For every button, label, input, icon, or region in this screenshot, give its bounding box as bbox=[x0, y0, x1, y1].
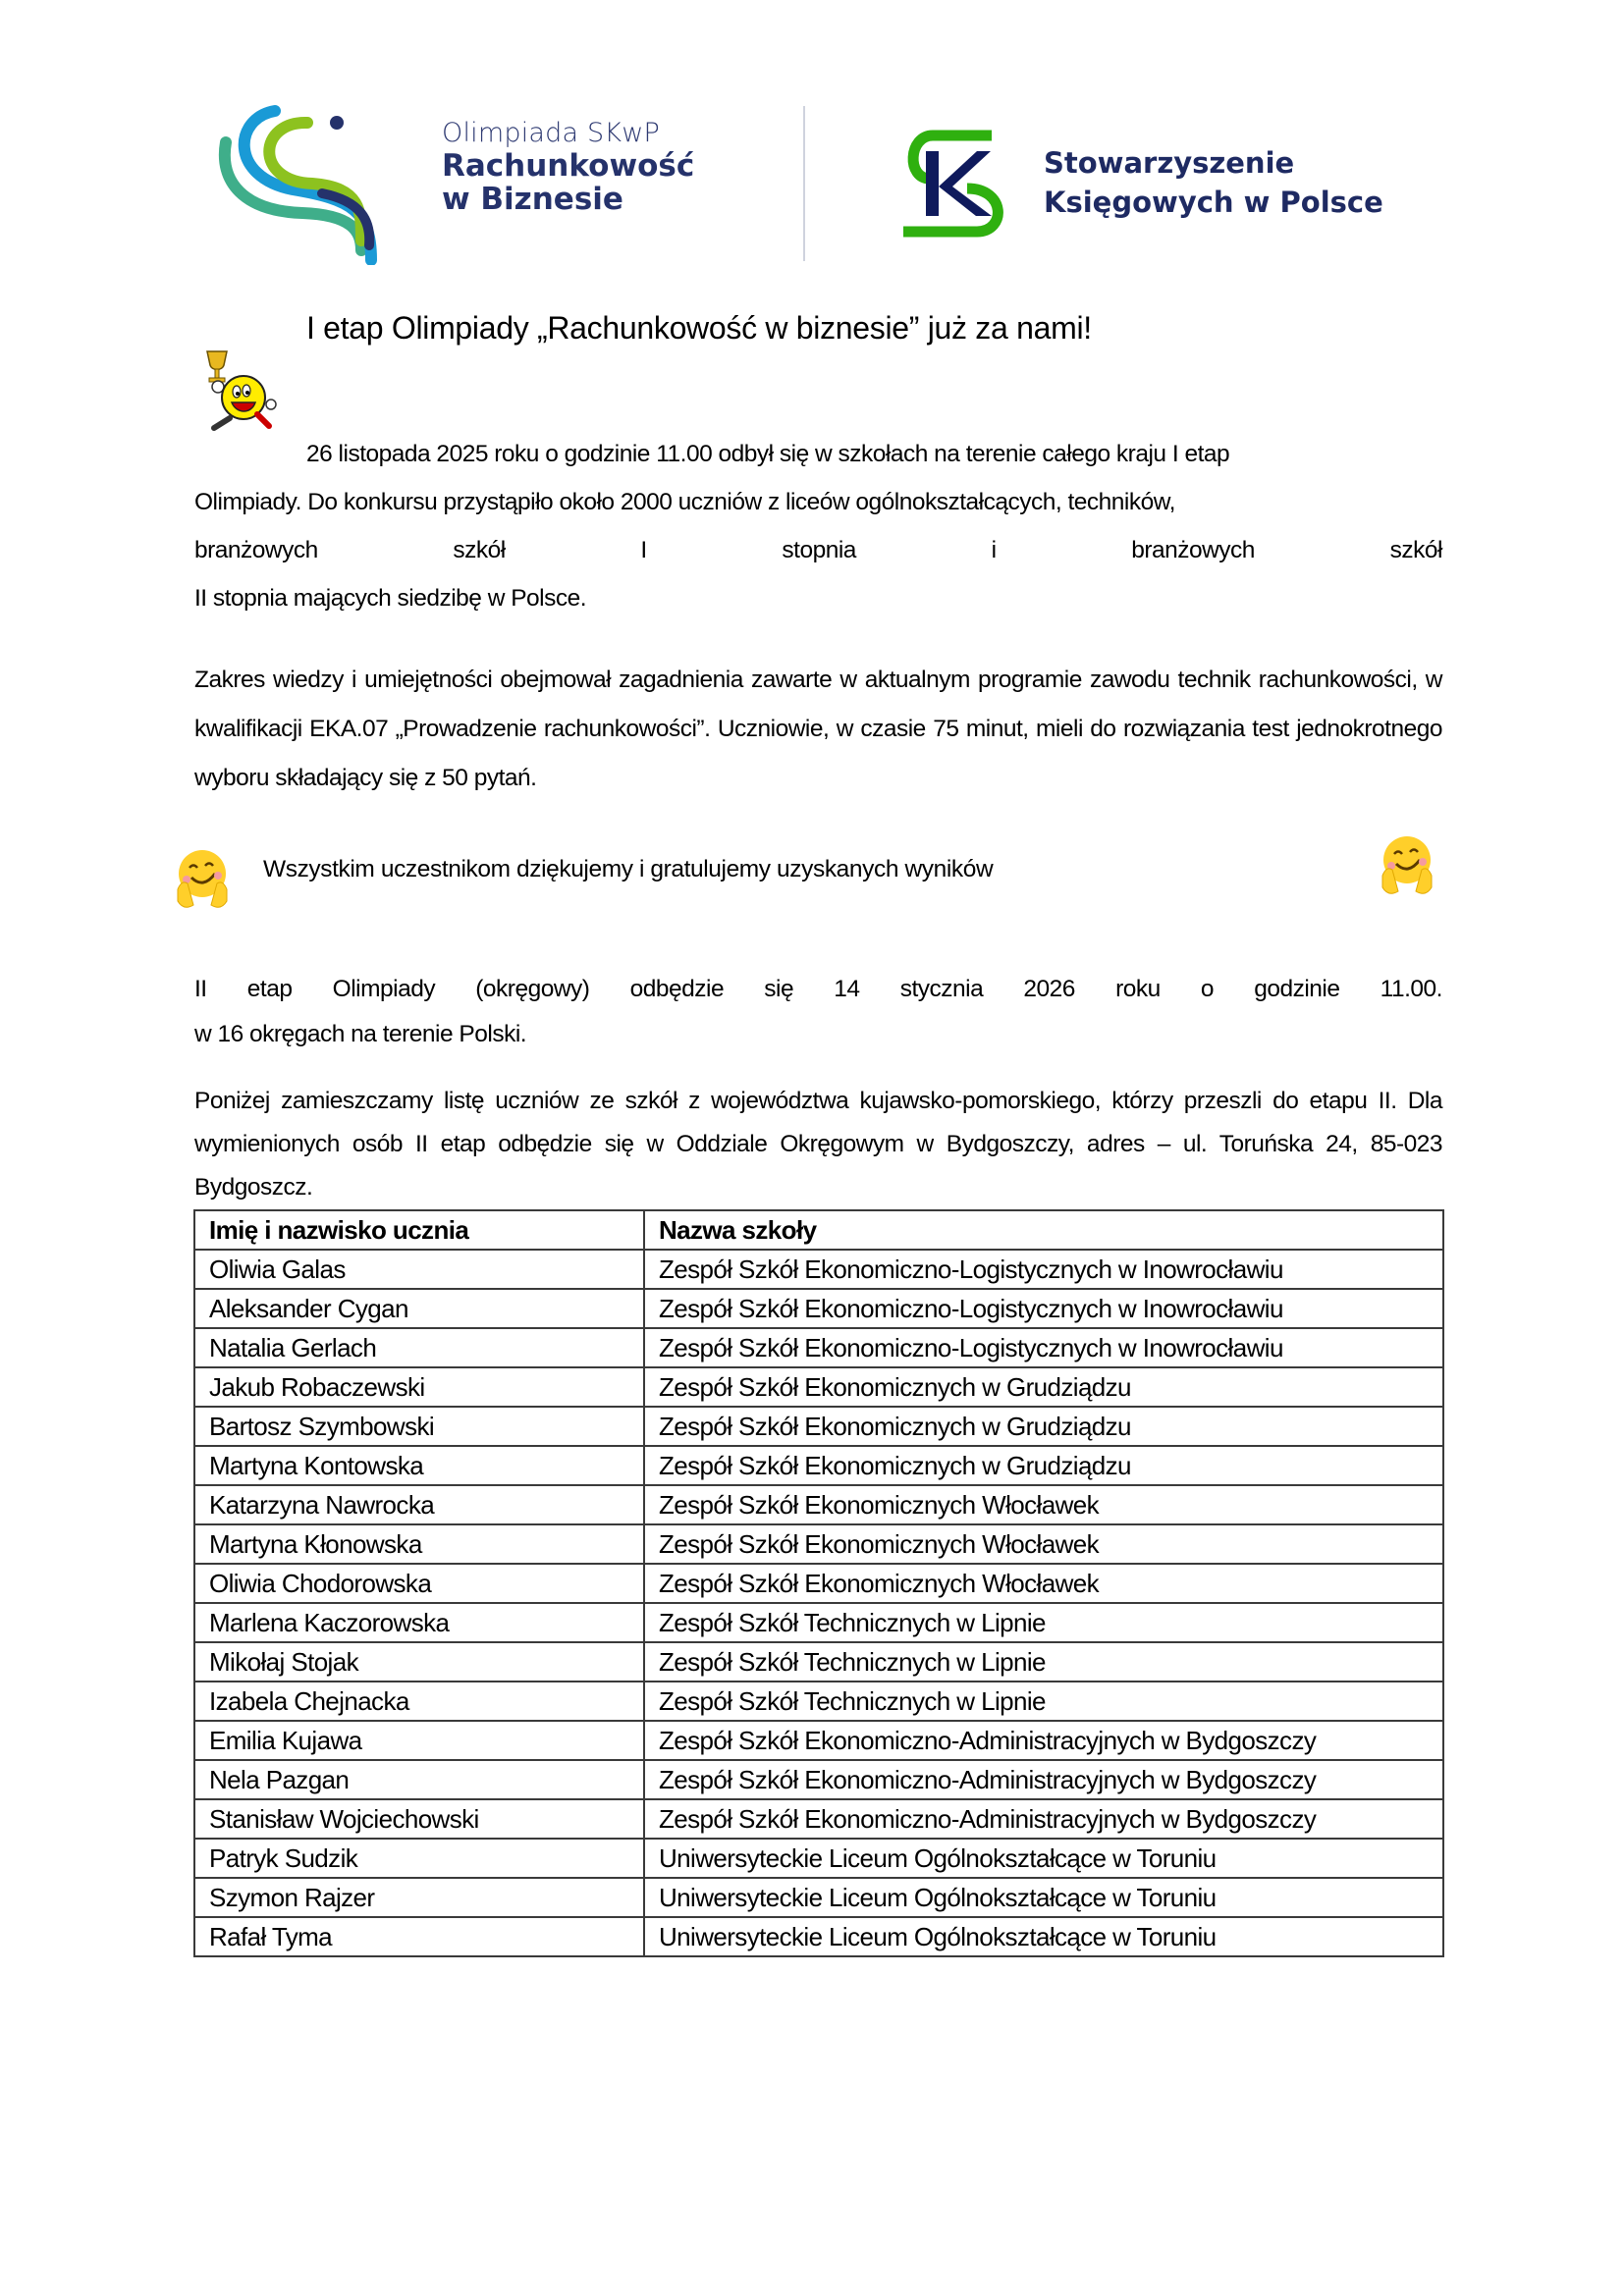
word: stycznia bbox=[899, 976, 984, 1002]
word: szkół bbox=[453, 537, 506, 563]
thanks-message: Wszystkim uczestnikom dziękujemy i gratulujemy uzyskanych wyników bbox=[263, 856, 994, 882]
hugging-face-emoji-icon bbox=[1377, 832, 1437, 897]
table-row bbox=[194, 1250, 1443, 1289]
school-name-cell: Zespół Szkół Ekonomicznych Włocławek bbox=[644, 1485, 1443, 1524]
table-row bbox=[194, 1878, 1443, 1917]
school-name-cell: Zespół Szkół Ekonomiczno-Logistycznych w Inowrocławiu bbox=[644, 1289, 1443, 1328]
word: i bbox=[991, 537, 997, 563]
student-name-cell: Oliwia Galas bbox=[194, 1250, 644, 1289]
word: (okręgowy) bbox=[475, 976, 590, 1002]
word: branżowych bbox=[1131, 537, 1255, 563]
table-row bbox=[194, 1799, 1443, 1839]
school-name-cell: Zespół Szkół Technicznych w Lipnie bbox=[644, 1603, 1443, 1642]
student-name-cell: Natalia Gerlach bbox=[194, 1328, 644, 1367]
word: etap bbox=[246, 976, 293, 1002]
skwp-logo-text bbox=[1044, 143, 1383, 222]
page-title: I etap Olimpiady „Rachunkowość w biznesie” już za nami! bbox=[306, 310, 1092, 346]
intro-line-1: 26 listopada 2025 roku o godzinie 11.00 odbył się w szkołach na terenie całego kraju I etap bbox=[306, 441, 1230, 467]
table-row bbox=[194, 1289, 1443, 1328]
table-row bbox=[194, 1407, 1443, 1446]
table-row bbox=[194, 1446, 1443, 1485]
student-name-cell: Oliwia Chodorowska bbox=[194, 1564, 644, 1603]
word: się bbox=[764, 976, 794, 1002]
stage2-paragraph bbox=[194, 967, 1442, 1057]
student-name-cell: Bartosz Szymbowski bbox=[194, 1407, 644, 1446]
table-body bbox=[194, 1250, 1443, 1956]
school-name-cell: Uniwersyteckie Liceum Ogólnokształcące w Toruniu bbox=[644, 1878, 1443, 1917]
student-name-cell: Patryk Sudzik bbox=[194, 1839, 644, 1878]
word: 11.00. bbox=[1380, 976, 1442, 1002]
word: branżowych bbox=[194, 537, 318, 563]
logo-line-1: Stowarzyszenie bbox=[1044, 146, 1295, 180]
table-row bbox=[194, 1564, 1443, 1603]
table-row bbox=[194, 1839, 1443, 1878]
table-row bbox=[194, 1485, 1443, 1524]
school-name-cell: Zespół Szkół Ekonomiczno-Administracyjnych w Bydgoszczy bbox=[644, 1721, 1443, 1760]
olimpiada-logo-icon bbox=[214, 103, 401, 265]
table-header-row bbox=[194, 1210, 1443, 1250]
word: II bbox=[194, 976, 207, 1002]
school-name-cell: Zespół Szkół Ekonomiczno-Logistycznych w Inowrocławiu bbox=[644, 1250, 1443, 1289]
student-name-cell: Stanisław Wojciechowski bbox=[194, 1799, 644, 1839]
student-name-cell: Rafał Tyma bbox=[194, 1917, 644, 1956]
school-name-cell: Zespół Szkół Ekonomicznych w Grudziądzu bbox=[644, 1367, 1443, 1407]
student-name-cell: Nela Pazgan bbox=[194, 1760, 644, 1799]
logo-line-2: Księgowych w Polsce bbox=[1044, 186, 1383, 219]
word: Olimpiady bbox=[332, 976, 436, 1002]
table-row bbox=[194, 1721, 1443, 1760]
student-name-cell: Marlena Kaczorowska bbox=[194, 1603, 644, 1642]
table-row bbox=[194, 1760, 1443, 1799]
intro-line-3 bbox=[194, 526, 1442, 574]
scope-paragraph: Zakres wiedzy i umiejętności obejmował zagadnienia zawarte w aktualnym programie zawodu technik rachunkowości, w kwalifikacji EKA.07 „Prowadzenie rachunkowości”. Uczniowie, w czasie 75 minut, mieli do rozwiązania test jednokrotnego wyboru składający się z 50 pytań. bbox=[194, 667, 1442, 791]
intro-paragraph bbox=[194, 430, 1442, 622]
skwp-logo-icon bbox=[898, 130, 1016, 238]
word: godzinie bbox=[1254, 976, 1340, 1002]
school-name-cell: Zespół Szkół Ekonomicznych w Grudziądzu bbox=[644, 1407, 1443, 1446]
word: 2026 bbox=[1023, 976, 1075, 1002]
student-name-cell: Martyna Kontowska bbox=[194, 1446, 644, 1485]
student-name-cell: Jakub Robaczewski bbox=[194, 1367, 644, 1407]
word: odbędzie bbox=[629, 976, 725, 1002]
stage2-line-2: w 16 okręgach na terenie Polski. bbox=[194, 1021, 527, 1047]
school-name-cell: Zespół Szkół Ekonomicznych Włocławek bbox=[644, 1524, 1443, 1564]
table-row bbox=[194, 1367, 1443, 1407]
qualified-students-table bbox=[193, 1209, 1444, 1957]
school-name-cell: Zespół Szkół Technicznych w Lipnie bbox=[644, 1642, 1443, 1682]
school-name-cell: Zespół Szkół Ekonomicznych Włocławek bbox=[644, 1564, 1443, 1603]
word: stopnia bbox=[782, 537, 856, 563]
school-name-cell: Zespół Szkół Ekonomicznych w Grudziądzu bbox=[644, 1446, 1443, 1485]
running-smiley-with-trophy-icon bbox=[192, 344, 291, 437]
table-row bbox=[194, 1328, 1443, 1367]
school-name-cell: Zespół Szkół Ekonomiczno-Logistycznych w Inowrocławiu bbox=[644, 1328, 1443, 1367]
intro-line-2: Olimpiady. Do konkursu przystąpiło około 2000 uczniów z liceów ogólnokształcących, techników, bbox=[194, 489, 1175, 515]
word: 14 bbox=[834, 976, 860, 1002]
list-intro-paragraph: Poniżej zamieszczamy listę uczniów ze szkół z województwa kujawsko-pomorskiego, którzy przeszli do etapu II. Dla wymienionych osób II etap odbędzie się w Oddziale Okręgowym w Bydgoszczy, adres – ul. Toruńska 24, 85-023 Bydgoszcz. bbox=[194, 1088, 1442, 1201]
word: szkół bbox=[1389, 537, 1442, 563]
table-row bbox=[194, 1917, 1443, 1956]
school-name-cell: Uniwersyteckie Liceum Ogólnokształcące w Toruniu bbox=[644, 1839, 1443, 1878]
school-name-cell: Zespół Szkół Ekonomiczno-Administracyjnych w Bydgoszczy bbox=[644, 1799, 1443, 1839]
school-name-cell: Uniwersyteckie Liceum Ogólnokształcące w Toruniu bbox=[644, 1917, 1443, 1956]
logo-line-3: w Biznesie bbox=[442, 182, 623, 217]
word: o bbox=[1200, 976, 1215, 1002]
student-name-cell: Mikołaj Stojak bbox=[194, 1642, 644, 1682]
student-name-cell: Emilia Kujawa bbox=[194, 1721, 644, 1760]
school-name-cell: Zespół Szkół Ekonomiczno-Administracyjnych w Bydgoszczy bbox=[644, 1760, 1443, 1799]
table-row bbox=[194, 1642, 1443, 1682]
intro-line-4: II stopnia mających siedzibę w Polsce. bbox=[194, 585, 587, 612]
hugging-face-emoji-icon bbox=[172, 846, 233, 911]
student-name-cell: Szymon Rajzer bbox=[194, 1878, 644, 1917]
logo-line-2: Rachunkowość bbox=[442, 148, 695, 184]
column-header-student-name: Imię i nazwisko ucznia bbox=[194, 1210, 644, 1250]
logo-line-1: Olimpiada SKwP bbox=[442, 118, 661, 148]
student-name-cell: Aleksander Cygan bbox=[194, 1289, 644, 1328]
olimpiada-logo-text bbox=[442, 118, 694, 216]
student-name-cell: Izabela Chejnacka bbox=[194, 1682, 644, 1721]
table-row bbox=[194, 1603, 1443, 1642]
logo-divider bbox=[803, 106, 805, 261]
student-name-cell: Katarzyna Nawrocka bbox=[194, 1485, 644, 1524]
column-header-school-name: Nazwa szkoły bbox=[644, 1210, 1443, 1250]
table-row bbox=[194, 1682, 1443, 1721]
table-row bbox=[194, 1524, 1443, 1564]
student-name-cell: Martyna Kłonowska bbox=[194, 1524, 644, 1564]
stage2-line-1 bbox=[194, 967, 1442, 1012]
school-name-cell: Zespół Szkół Technicznych w Lipnie bbox=[644, 1682, 1443, 1721]
word: I bbox=[640, 537, 647, 563]
word: roku bbox=[1115, 976, 1161, 1002]
